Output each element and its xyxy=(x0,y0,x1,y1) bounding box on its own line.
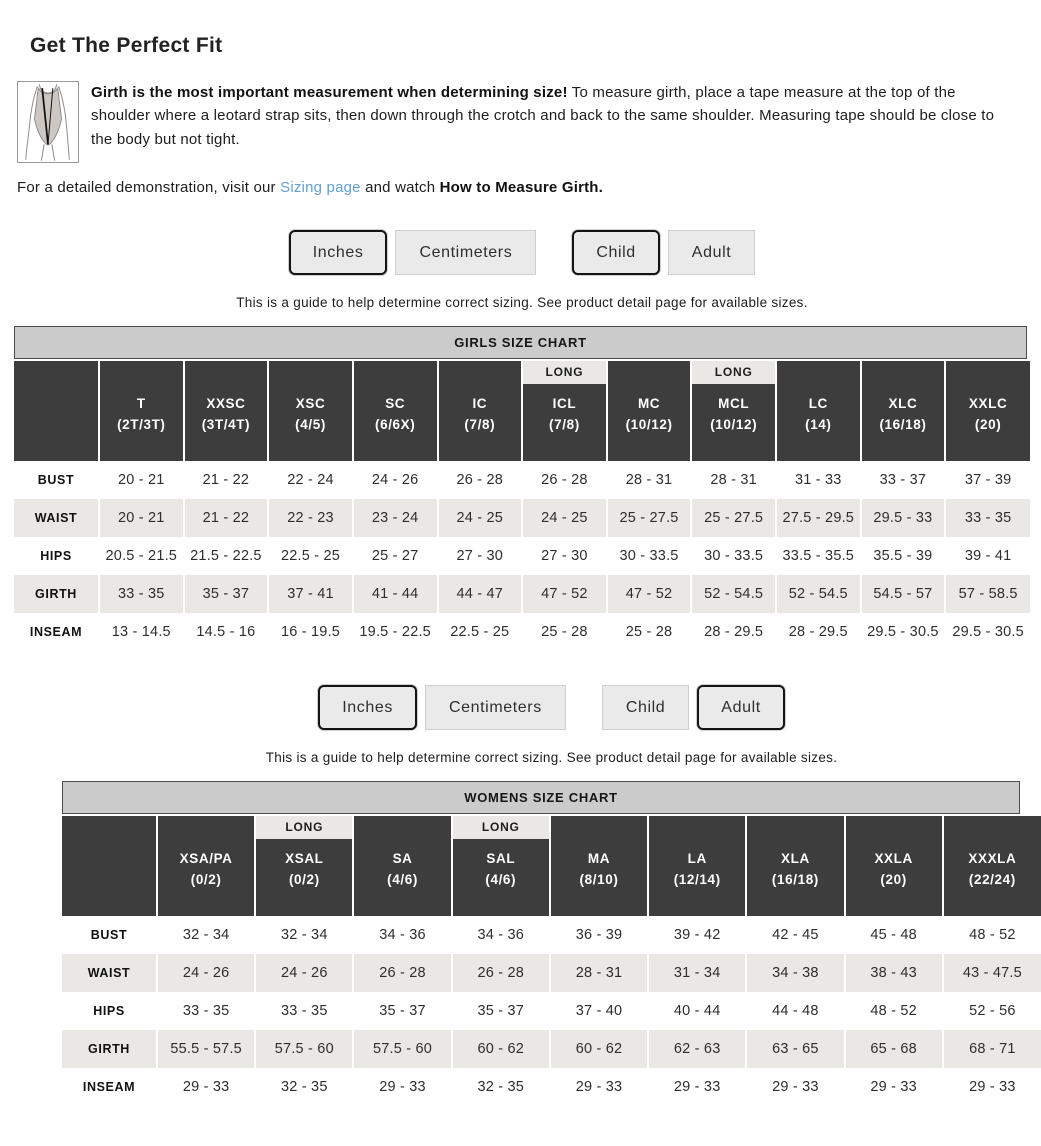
size-cell: 33 - 35 xyxy=(157,992,255,1030)
size-cell: 26 - 28 xyxy=(438,461,523,499)
size-cell: 44 - 48 xyxy=(746,992,844,1030)
womens-centimeters-button[interactable]: Centimeters xyxy=(425,685,566,730)
row-header-bust: BUST xyxy=(37,473,75,487)
size-cell: 33 - 35 xyxy=(99,575,184,613)
size-cell: 37 - 41 xyxy=(268,575,353,613)
size-cell: 34 - 38 xyxy=(746,954,844,992)
column-label: LA (12/14) xyxy=(673,851,721,887)
size-cell: 24 - 25 xyxy=(522,499,607,537)
column-header-t xyxy=(99,361,184,461)
column-header-ic xyxy=(438,361,523,461)
womens-chart-section xyxy=(62,685,1041,1106)
row-header-hips: HIPS xyxy=(93,1004,125,1018)
table-row-girth xyxy=(14,575,1030,613)
bottom-spacer xyxy=(0,1106,1041,1120)
column-header-xlc xyxy=(861,361,946,461)
size-cell: 32 - 34 xyxy=(255,916,353,954)
size-cell: 29 - 33 xyxy=(845,1068,943,1106)
size-cell: 37 - 39 xyxy=(945,461,1030,499)
size-cell: 21 - 22 xyxy=(184,499,269,537)
column-label: XLA (16/18) xyxy=(771,851,819,887)
column-header-xxlc xyxy=(945,361,1030,461)
table-corner-cell xyxy=(62,816,157,916)
column-label: IC (7/8) xyxy=(464,396,496,432)
size-cell: 33 - 35 xyxy=(945,499,1030,537)
intro-body-text: To measure girth, place a tape measure at the top of the shoulder where a leotard strap sits, then down through the crotch and back to the same shoulder. Measuring tape should be close to the body but not tight. xyxy=(91,84,995,148)
column-header-sa xyxy=(353,816,451,916)
size-cell: 22.5 - 25 xyxy=(268,537,353,575)
girls-size-table xyxy=(14,361,1030,651)
girls-centimeters-button[interactable]: Centimeters xyxy=(395,230,536,275)
table-corner-cell xyxy=(14,361,99,461)
table-row-inseam xyxy=(62,1068,1041,1106)
column-header-xla xyxy=(746,816,844,916)
size-cell: 39 - 41 xyxy=(945,537,1030,575)
girls-inches-button[interactable]: Inches xyxy=(289,230,388,275)
table-row-inseam xyxy=(14,613,1030,651)
size-cell: 25 - 27 xyxy=(353,537,438,575)
long-tag: LONG xyxy=(453,816,549,839)
size-cell: 62 - 63 xyxy=(648,1030,746,1068)
size-cell: 24 - 26 xyxy=(157,954,255,992)
size-cell: 43 - 47.5 xyxy=(943,954,1041,992)
size-cell: 48 - 52 xyxy=(845,992,943,1030)
row-header-hips: HIPS xyxy=(40,549,72,563)
row-header-bust: BUST xyxy=(90,928,128,942)
size-cell: 22 - 24 xyxy=(268,461,353,499)
size-cell: 20 - 21 xyxy=(99,499,184,537)
size-cell: 29 - 33 xyxy=(648,1068,746,1106)
size-cell: 29 - 33 xyxy=(157,1068,255,1106)
size-cell: 31 - 34 xyxy=(648,954,746,992)
size-cell: 31 - 33 xyxy=(776,461,861,499)
row-header-girth: GIRTH xyxy=(35,587,77,601)
row-header-inseam: INSEAM xyxy=(29,625,83,639)
column-label: SC (6/6X) xyxy=(375,396,416,432)
long-tag: LONG xyxy=(692,361,775,384)
size-cell: 37 - 40 xyxy=(550,992,648,1030)
size-cell: 63 - 65 xyxy=(746,1030,844,1068)
column-label: XXLC (20) xyxy=(968,396,1008,432)
column-header-mc xyxy=(607,361,692,461)
table-row-waist xyxy=(62,954,1041,992)
size-cell: 60 - 62 xyxy=(550,1030,648,1068)
size-cell: 33 - 37 xyxy=(861,461,946,499)
table-row-girth xyxy=(62,1030,1041,1068)
girls-chart-section xyxy=(14,230,1030,651)
size-cell: 20.5 - 21.5 xyxy=(99,537,184,575)
size-cell: 55.5 - 57.5 xyxy=(157,1030,255,1068)
size-cell: 29.5 - 33 xyxy=(861,499,946,537)
column-label: MC (10/12) xyxy=(625,396,673,432)
intro-section xyxy=(17,81,1013,163)
row-header-waist: WAIST xyxy=(34,511,78,525)
size-cell: 36 - 39 xyxy=(550,916,648,954)
column-header-xxxla xyxy=(943,816,1041,916)
size-cell: 22 - 23 xyxy=(268,499,353,537)
size-cell: 13 - 14.5 xyxy=(99,613,184,651)
row-header-girth: GIRTH xyxy=(88,1042,130,1056)
girls-child-button[interactable]: Child xyxy=(572,230,659,275)
size-cell: 48 - 52 xyxy=(943,916,1041,954)
size-cell: 19.5 - 22.5 xyxy=(353,613,438,651)
leotard-girth-illustration xyxy=(17,81,79,163)
size-cell: 16 - 19.5 xyxy=(268,613,353,651)
womens-inches-button[interactable]: Inches xyxy=(318,685,417,730)
size-cell: 60 - 62 xyxy=(452,1030,550,1068)
size-cell: 52 - 56 xyxy=(943,992,1041,1030)
column-header-xxla xyxy=(845,816,943,916)
column-label: XSA/PA (0/2) xyxy=(179,851,233,887)
size-table xyxy=(62,816,1041,1106)
size-cell: 47 - 52 xyxy=(607,575,692,613)
table-row-hips xyxy=(14,537,1030,575)
size-cell: 32 - 34 xyxy=(157,916,255,954)
size-cell: 27.5 - 29.5 xyxy=(776,499,861,537)
size-cell: 52 - 54.5 xyxy=(776,575,861,613)
size-cell: 21 - 22 xyxy=(184,461,269,499)
column-header-xsal xyxy=(255,816,353,916)
intro-paragraph xyxy=(91,81,1013,151)
size-cell: 29 - 33 xyxy=(943,1068,1041,1106)
size-cell: 26 - 28 xyxy=(522,461,607,499)
column-header-row xyxy=(62,816,1041,916)
long-tag: LONG xyxy=(523,361,606,384)
column-label: XXXLA (22/24) xyxy=(968,851,1017,887)
size-cell: 28 - 29.5 xyxy=(691,613,776,651)
page-title: Get The Perfect Fit xyxy=(30,34,223,57)
column-label: MA (8/10) xyxy=(579,851,619,887)
size-table xyxy=(14,361,1030,651)
size-cell: 25 - 27.5 xyxy=(691,499,776,537)
womens-size-table xyxy=(62,816,1041,1106)
column-header-sc xyxy=(353,361,438,461)
intro-bold-text: Girth is the most important measurement when determining size! xyxy=(91,84,568,101)
column-header-mcl xyxy=(691,361,776,461)
size-cell: 28 - 31 xyxy=(550,954,648,992)
column-header-la xyxy=(648,816,746,916)
size-cell: 20 - 21 xyxy=(99,461,184,499)
column-header-lc xyxy=(776,361,861,461)
column-header-xsa-pa xyxy=(157,816,255,916)
size-cell: 47 - 52 xyxy=(522,575,607,613)
column-label: SA (4/6) xyxy=(387,851,418,887)
size-cell: 35 - 37 xyxy=(452,992,550,1030)
size-cell: 45 - 48 xyxy=(845,916,943,954)
column-header-row xyxy=(14,361,1030,461)
size-cell: 57 - 58.5 xyxy=(945,575,1030,613)
size-cell: 23 - 24 xyxy=(353,499,438,537)
table-row-waist xyxy=(14,499,1030,537)
size-cell: 27 - 30 xyxy=(522,537,607,575)
sizing-page-link[interactable]: Sizing page xyxy=(280,179,361,196)
column-label: MCL (10/12) xyxy=(710,396,758,432)
column-header-xsc xyxy=(268,361,353,461)
column-header-sal xyxy=(452,816,550,916)
size-cell: 24 - 26 xyxy=(353,461,438,499)
size-cell: 24 - 26 xyxy=(255,954,353,992)
demo-line xyxy=(17,179,1041,196)
size-cell: 39 - 42 xyxy=(648,916,746,954)
size-cell: 52 - 54.5 xyxy=(691,575,776,613)
table-row-bust xyxy=(14,461,1030,499)
size-guide-page xyxy=(0,34,1041,1146)
column-label: XLC (16/18) xyxy=(879,396,927,432)
womens-guide-note: This is a guide to help determine correct sizing. See product detail page for available sizes. xyxy=(265,750,838,765)
size-cell: 24 - 25 xyxy=(438,499,523,537)
size-cell: 34 - 36 xyxy=(452,916,550,954)
demo-bold: How to Measure Girth. xyxy=(439,179,604,196)
column-header-xxsc xyxy=(184,361,269,461)
size-cell: 57.5 - 60 xyxy=(255,1030,353,1068)
size-cell: 29 - 33 xyxy=(550,1068,648,1106)
size-cell: 27 - 30 xyxy=(438,537,523,575)
size-cell: 29 - 33 xyxy=(353,1068,451,1106)
girls-toggle-row xyxy=(14,230,1030,275)
size-cell: 33.5 - 35.5 xyxy=(776,537,861,575)
size-cell: 22.5 - 25 xyxy=(438,613,523,651)
column-label: XXLA (20) xyxy=(874,851,913,887)
column-label: T (2T/3T) xyxy=(117,396,166,432)
womens-child-button[interactable]: Child xyxy=(602,685,689,730)
size-cell: 68 - 71 xyxy=(943,1030,1041,1068)
leotard-measure-icon xyxy=(18,82,78,162)
size-cell: 35.5 - 39 xyxy=(861,537,946,575)
size-cell: 25 - 28 xyxy=(607,613,692,651)
size-cell: 28 - 31 xyxy=(607,461,692,499)
womens-adult-button[interactable]: Adult xyxy=(697,685,784,730)
size-cell: 30 - 33.5 xyxy=(691,537,776,575)
size-cell: 40 - 44 xyxy=(648,992,746,1030)
size-cell: 34 - 36 xyxy=(353,916,451,954)
size-cell: 25 - 27.5 xyxy=(607,499,692,537)
size-cell: 29 - 33 xyxy=(746,1068,844,1106)
size-cell: 35 - 37 xyxy=(184,575,269,613)
size-cell: 33 - 35 xyxy=(255,992,353,1030)
table-row-hips xyxy=(62,992,1041,1030)
size-cell: 57.5 - 60 xyxy=(353,1030,451,1068)
size-cell: 42 - 45 xyxy=(746,916,844,954)
girls-adult-button[interactable]: Adult xyxy=(668,230,755,275)
column-label: LC (14) xyxy=(805,396,832,432)
size-cell: 28 - 29.5 xyxy=(776,613,861,651)
size-cell: 35 - 37 xyxy=(353,992,451,1030)
column-label: SAL (4/6) xyxy=(485,851,517,887)
column-header-ma xyxy=(550,816,648,916)
column-label: XSC (4/5) xyxy=(295,396,326,432)
column-label: XSAL (0/2) xyxy=(285,851,324,887)
row-header-inseam: INSEAM xyxy=(82,1080,136,1094)
size-cell: 29.5 - 30.5 xyxy=(945,613,1030,651)
size-cell: 14.5 - 16 xyxy=(184,613,269,651)
size-cell: 25 - 28 xyxy=(522,613,607,651)
girls-chart-title: GIRLS SIZE CHART xyxy=(14,326,1027,359)
size-cell: 32 - 35 xyxy=(255,1068,353,1106)
table-row-bust xyxy=(62,916,1041,954)
size-cell: 26 - 28 xyxy=(353,954,451,992)
size-cell: 29.5 - 30.5 xyxy=(861,613,946,651)
size-cell: 28 - 31 xyxy=(691,461,776,499)
demo-prefix: For a detailed demonstration, visit our xyxy=(17,179,281,196)
size-cell: 32 - 35 xyxy=(452,1068,550,1106)
row-header-waist: WAIST xyxy=(87,966,131,980)
long-tag: LONG xyxy=(256,816,352,839)
size-cell: 26 - 28 xyxy=(452,954,550,992)
demo-middle: and watch xyxy=(360,179,440,196)
size-cell: 38 - 43 xyxy=(845,954,943,992)
column-header-icl xyxy=(522,361,607,461)
column-label: ICL (7/8) xyxy=(549,396,580,432)
column-label: XXSC (3T/4T) xyxy=(201,396,251,432)
womens-chart-title: WOMENS SIZE CHART xyxy=(62,781,1020,814)
size-cell: 54.5 - 57 xyxy=(861,575,946,613)
girls-guide-note: This is a guide to help determine correct sizing. See product detail page for available sizes. xyxy=(236,295,808,310)
size-cell: 21.5 - 22.5 xyxy=(184,537,269,575)
size-cell: 30 - 33.5 xyxy=(607,537,692,575)
size-cell: 41 - 44 xyxy=(353,575,438,613)
size-cell: 65 - 68 xyxy=(845,1030,943,1068)
womens-toggle-row xyxy=(62,685,1041,730)
size-cell: 44 - 47 xyxy=(438,575,523,613)
